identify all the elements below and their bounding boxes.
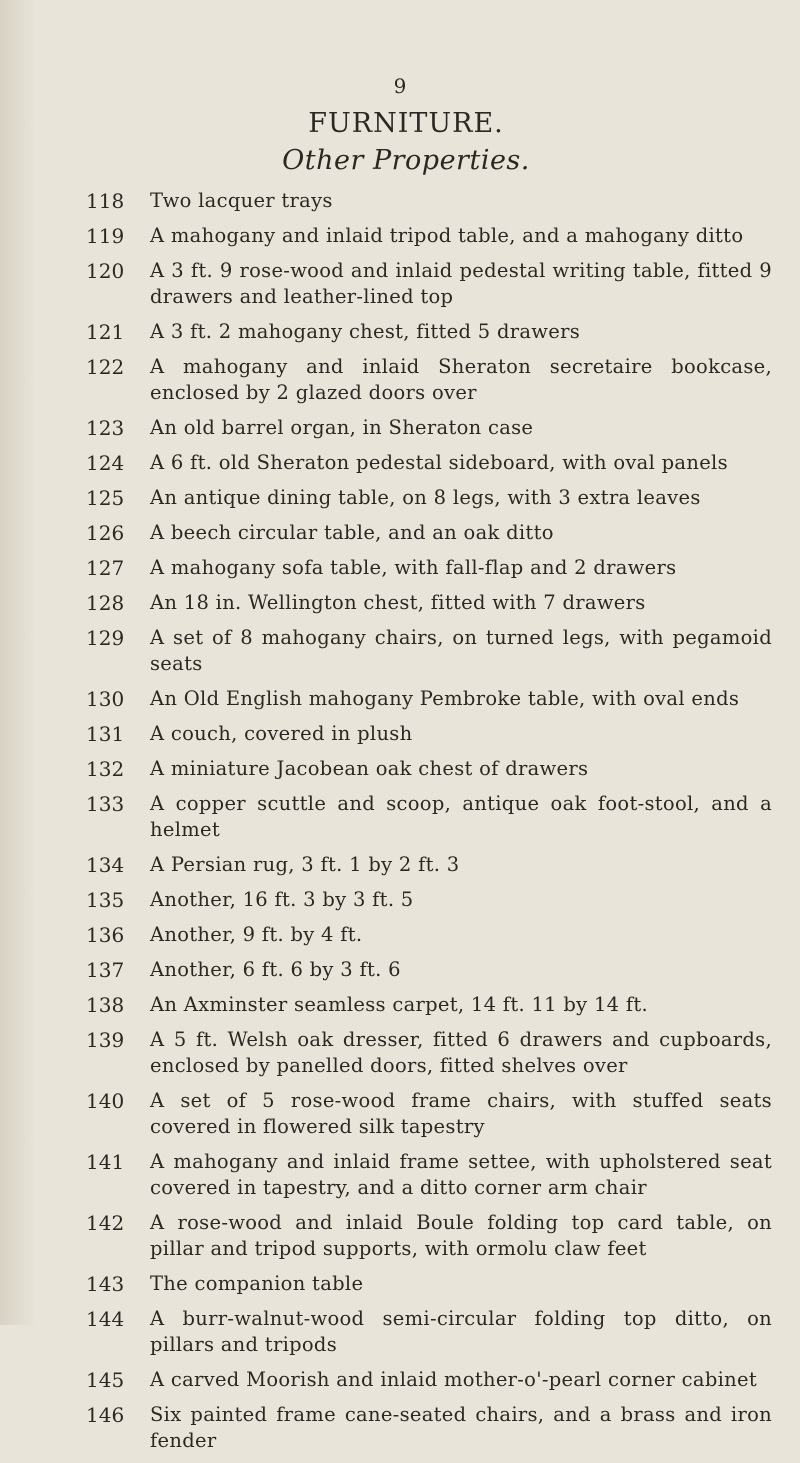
lot-number: 139 <box>86 1028 125 1052</box>
lot-item <box>86 625 772 677</box>
lot-description: The companion table <box>150 1272 364 1295</box>
lot-description: A miniature Jacobean oak chest of drawers <box>150 757 589 780</box>
lot-number: 125 <box>86 486 125 510</box>
lot-number: 130 <box>86 687 125 711</box>
lot-item <box>86 1210 772 1262</box>
lot-description: Six painted frame cane-seated chairs, and a brass and iron fender <box>150 1403 772 1452</box>
lot-description: A burr-walnut-wood semi-circular folding top ditto, on pillars and tripods <box>150 1307 772 1356</box>
lot-number: 140 <box>86 1089 125 1113</box>
lot-number: 123 <box>86 416 125 440</box>
lot-description: A copper scuttle and scoop, antique oak foot-stool, and a helmet <box>150 792 772 841</box>
lot-number: 143 <box>86 1272 125 1296</box>
lot-number: 121 <box>86 320 125 344</box>
lot-item <box>86 1367 772 1393</box>
section-title: FURNITURE. <box>308 108 504 139</box>
lot-number: 146 <box>86 1403 125 1427</box>
lot-description: A Persian rug, 3 ft. 1 by 2 ft. 3 <box>150 853 460 876</box>
lot-number: 145 <box>86 1368 125 1392</box>
lot-number: 131 <box>86 722 125 746</box>
lot-number: 137 <box>86 958 125 982</box>
lot-item <box>86 1402 772 1454</box>
lot-description: A set of 5 rose-wood frame chairs, with stuffed seats covered in flowered silk tapestry <box>150 1089 772 1138</box>
lot-number: 133 <box>86 792 125 816</box>
lot-description: Another, 6 ft. 6 by 3 ft. 6 <box>150 958 401 981</box>
lot-item <box>86 992 772 1018</box>
lot-number: 122 <box>86 355 125 379</box>
lot-number: 144 <box>86 1307 125 1331</box>
lot-description: A mahogany sofa table, with fall-flap and 2 drawers <box>150 556 677 579</box>
lot-item <box>86 1271 772 1297</box>
lot-item <box>86 1088 772 1140</box>
lot-description: A 3 ft. 9 rose-wood and inlaid pedestal writing table, fitted 9 drawers and leather-lined top <box>150 259 772 308</box>
lot-item <box>86 1149 772 1201</box>
lot-description: An old barrel organ, in Sheraton case <box>150 416 534 439</box>
lot-description: A 5 ft. Welsh oak dresser, fitted 6 drawers and cupboards, enclosed by panelled doors, fitted shelves over <box>150 1028 772 1077</box>
lot-number: 136 <box>86 923 125 947</box>
lot-item <box>86 223 772 249</box>
lot-description: Another, 9 ft. by 4 ft. <box>150 923 363 946</box>
lot-item <box>86 791 772 843</box>
lot-item <box>86 922 772 948</box>
lot-item <box>86 450 772 476</box>
lot-item <box>86 520 772 546</box>
lot-description: An Axminster seamless carpet, 14 ft. 11 by 14 ft. <box>150 993 649 1016</box>
lot-number: 127 <box>86 556 125 580</box>
lot-description: An Old English mahogany Pembroke table, with oval ends <box>150 687 740 710</box>
lot-description: A 6 ft. old Sheraton pedestal sideboard, with oval panels <box>150 451 728 474</box>
lot-description: A set of 8 mahogany chairs, on turned legs, with pegamoid seats <box>150 626 772 675</box>
lot-list <box>86 188 772 1463</box>
lot-description: A mahogany and inlaid Sheraton secretaire bookcase, enclosed by 2 glazed doors over <box>150 355 772 404</box>
lot-item <box>86 188 772 214</box>
lot-description: A mahogany and inlaid frame settee, with upholstered seat covered in tapestry, and a ditto corner arm chair <box>150 1150 772 1199</box>
lot-number: 124 <box>86 451 125 475</box>
lot-item <box>86 756 772 782</box>
lot-number: 132 <box>86 757 125 781</box>
lot-description: An antique dining table, on 8 legs, with 3 extra leaves <box>150 486 701 509</box>
lot-number: 135 <box>86 888 125 912</box>
lot-number: 129 <box>86 626 125 650</box>
lot-description: A 3 ft. 2 mahogany chest, fitted 5 drawers <box>150 320 581 343</box>
lot-description: A beech circular table, and an oak ditto <box>150 521 554 544</box>
lot-number: 118 <box>86 189 125 213</box>
lot-number: 134 <box>86 853 125 877</box>
lot-item <box>86 415 772 441</box>
lot-item <box>86 485 772 511</box>
lot-item <box>86 258 772 310</box>
lot-item <box>86 887 772 913</box>
lot-description: Two lacquer trays <box>150 189 333 212</box>
lot-item <box>86 1027 772 1079</box>
lot-number: 119 <box>86 224 125 248</box>
section-subtitle: Other Properties. <box>282 145 530 176</box>
lot-item <box>86 555 772 581</box>
lot-number: 128 <box>86 591 125 615</box>
lot-number: 142 <box>86 1211 125 1235</box>
page-edge-shadow <box>0 0 36 1325</box>
lot-description: A rose-wood and inlaid Boule folding top card table, on pillar and tripod supports, with ormolu claw feet <box>150 1211 772 1260</box>
lot-description: An 18 in. Wellington chest, fitted with 7 drawers <box>150 591 646 614</box>
lot-item <box>86 957 772 983</box>
lot-description: Another, 16 ft. 3 by 3 ft. 5 <box>150 888 414 911</box>
lot-number: 141 <box>86 1150 125 1174</box>
lot-item <box>86 354 772 406</box>
lot-item <box>86 590 772 616</box>
page-number: 9 <box>393 74 407 98</box>
lot-description: A couch, covered in plush <box>150 722 413 745</box>
lot-description: A mahogany and inlaid tripod table, and a mahogany ditto <box>150 224 744 247</box>
lot-item <box>86 686 772 712</box>
lot-number: 138 <box>86 993 125 1017</box>
lot-item <box>86 319 772 345</box>
lot-item <box>86 1306 772 1358</box>
lot-number: 126 <box>86 521 125 545</box>
lot-number: 120 <box>86 259 125 283</box>
lot-item <box>86 852 772 878</box>
lot-item <box>86 721 772 747</box>
lot-description: A carved Moorish and inlaid mother-o'-pearl corner cabinet <box>150 1368 757 1391</box>
